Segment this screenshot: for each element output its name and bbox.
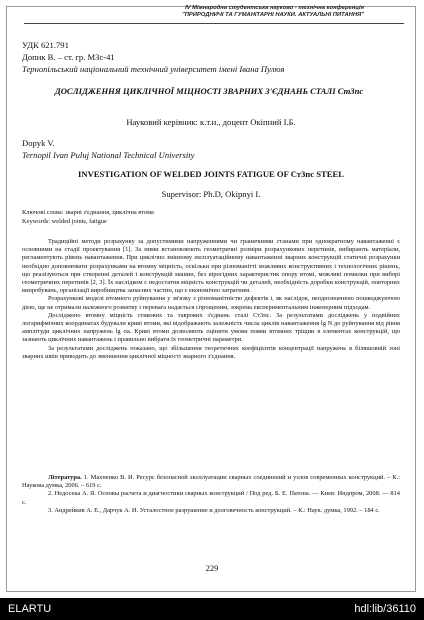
paragraph: Досліджено втомну міцність стикових та таврових з'єднань сталі Ст3пс. За результатами досліджень у подвійних логарифмічних координатах будували криві втоми, які відображають залежність числа циклів навантаження lg N до руйнування від рівня амплітуди циклічних напружень lg σa. Криві втоми дозволяють оцінити умови появи втомних тріщин в елементах конструкцій, що зазнають циклічних навантажень і правильно вибрати їх геометричні параметри. bbox=[22, 311, 400, 344]
paragraph: Розрахункові моделі втомного руйнування у зв'язку з різноманітністю дефектів і, як наслідок, неоднозначною пошкоджуючою дією, ще не отримали належного розвитку і перевага надається спрощеним, зокрема експериментальним інженерним підходам. bbox=[22, 295, 400, 311]
repository-name[interactable]: ELARTU bbox=[8, 603, 52, 615]
page-number: 229 bbox=[205, 563, 219, 573]
supervisor-ua: Науковий керівник: к.т.н., доцент Окіпний І.Б. bbox=[126, 117, 296, 127]
keywords-ua: Ключові слова: зварні з'єднання, циклічна втома bbox=[22, 209, 154, 216]
conference-header-line1: IV Міжнародна студентська науково - технічна конференція bbox=[185, 5, 364, 11]
keywords-en: Keywords: welded joints, fatigue bbox=[22, 218, 107, 225]
supervisor-en: Supervisor: Ph.D, Okipnyi I. bbox=[161, 189, 261, 199]
affiliation-en: Ternopil Ivan Puluj National Technical University bbox=[22, 150, 195, 160]
conference-header bbox=[94, 5, 364, 19]
handle-id[interactable]: hdl:lib/36110 bbox=[354, 603, 416, 615]
paragraph: За результатами досліджень показано, що збільшення теоретичних коефіцієнтів концентрації напружень в біляшовній зоні зварних швів приводить до зменшення циклічної міцності зварного з'єднання. bbox=[22, 344, 400, 360]
affiliation-ua: Тернопільський національний технічний університет імені Івана Пулюя bbox=[22, 64, 285, 74]
header-rule bbox=[24, 23, 404, 24]
repository-footer-bar bbox=[0, 598, 424, 620]
references-label: Література. bbox=[48, 474, 82, 481]
author-en: Dopyk V. bbox=[22, 138, 55, 148]
title-en: INVESTIGATION OF WELDED JOINTS FATIGUE OF Ст3пс STEEL bbox=[78, 169, 344, 179]
title-ua: ДОСЛІДЖЕННЯ ЦИКЛІЧНОЇ МІЦНОСТІ ЗВАРНИХ З'ЄДНАНЬ СТАЛІ Ст3пс bbox=[54, 86, 364, 96]
conference-header-line2: "ПРИРОДНИЧІ ТА ГУМАНІТАРНІ НАУКИ. АКТУАЛЬНІ ПИТАННЯ" bbox=[182, 12, 364, 18]
reference-item: 2. Недосека А. Я. Основы расчета и диагностики сварных конструкций / Под ред. Б. Е. Патона. — Киев: Индпром, 2008. — 814 с. bbox=[22, 490, 400, 506]
reference-item: 3. Андрейкив А. Е., Дарчук А. И. Усталостное разрушение и долговечность конструкций. – К.: Наук. думка, 1992. – 184 с. bbox=[48, 506, 380, 514]
body-text bbox=[22, 238, 400, 361]
author-ua: Допик В. – ст. гр. МЗс-41 bbox=[22, 52, 115, 62]
paragraph: Традиційні методи розрахунку за допустимими напруженнями чи граничними станами при однократному навантаженні є основними на стадії проектування [1]. За ними встановлюють геометричні розміри розрахункових перетинів, вибирають матеріали, регламентують рівень навантаження. При циклічно змінному експлуатаційному навантаженні зварних конструкцій статичні розрахунки необхідно доповнювати розрахунками на втомну міцність, оскільки при різноманітті можливих конструктивних і технологічних рішень, що реалізуються при створенні деталей і конструкцій машин, без вірогідних характеристик опору втомі, можливі помилки при виборі геометричних перетинів [2, 3]. Їх наслідком є недостатня міцність конструкцій чи деталей, необхідність доробки конструкцій, повторних випробувань, організації виробництва запасних частин, що є економічно затратним. bbox=[22, 238, 400, 295]
udk-code: УДК 621.791 bbox=[22, 40, 69, 50]
reference-text: 1. Махненко В. И. Ресурс безопасной эксплуатации сварных соединений и узлов современных конструкций. – К.: Наукова думка, 2006. – 619 с. bbox=[22, 474, 400, 490]
references bbox=[22, 474, 400, 515]
reference-item bbox=[22, 474, 400, 490]
